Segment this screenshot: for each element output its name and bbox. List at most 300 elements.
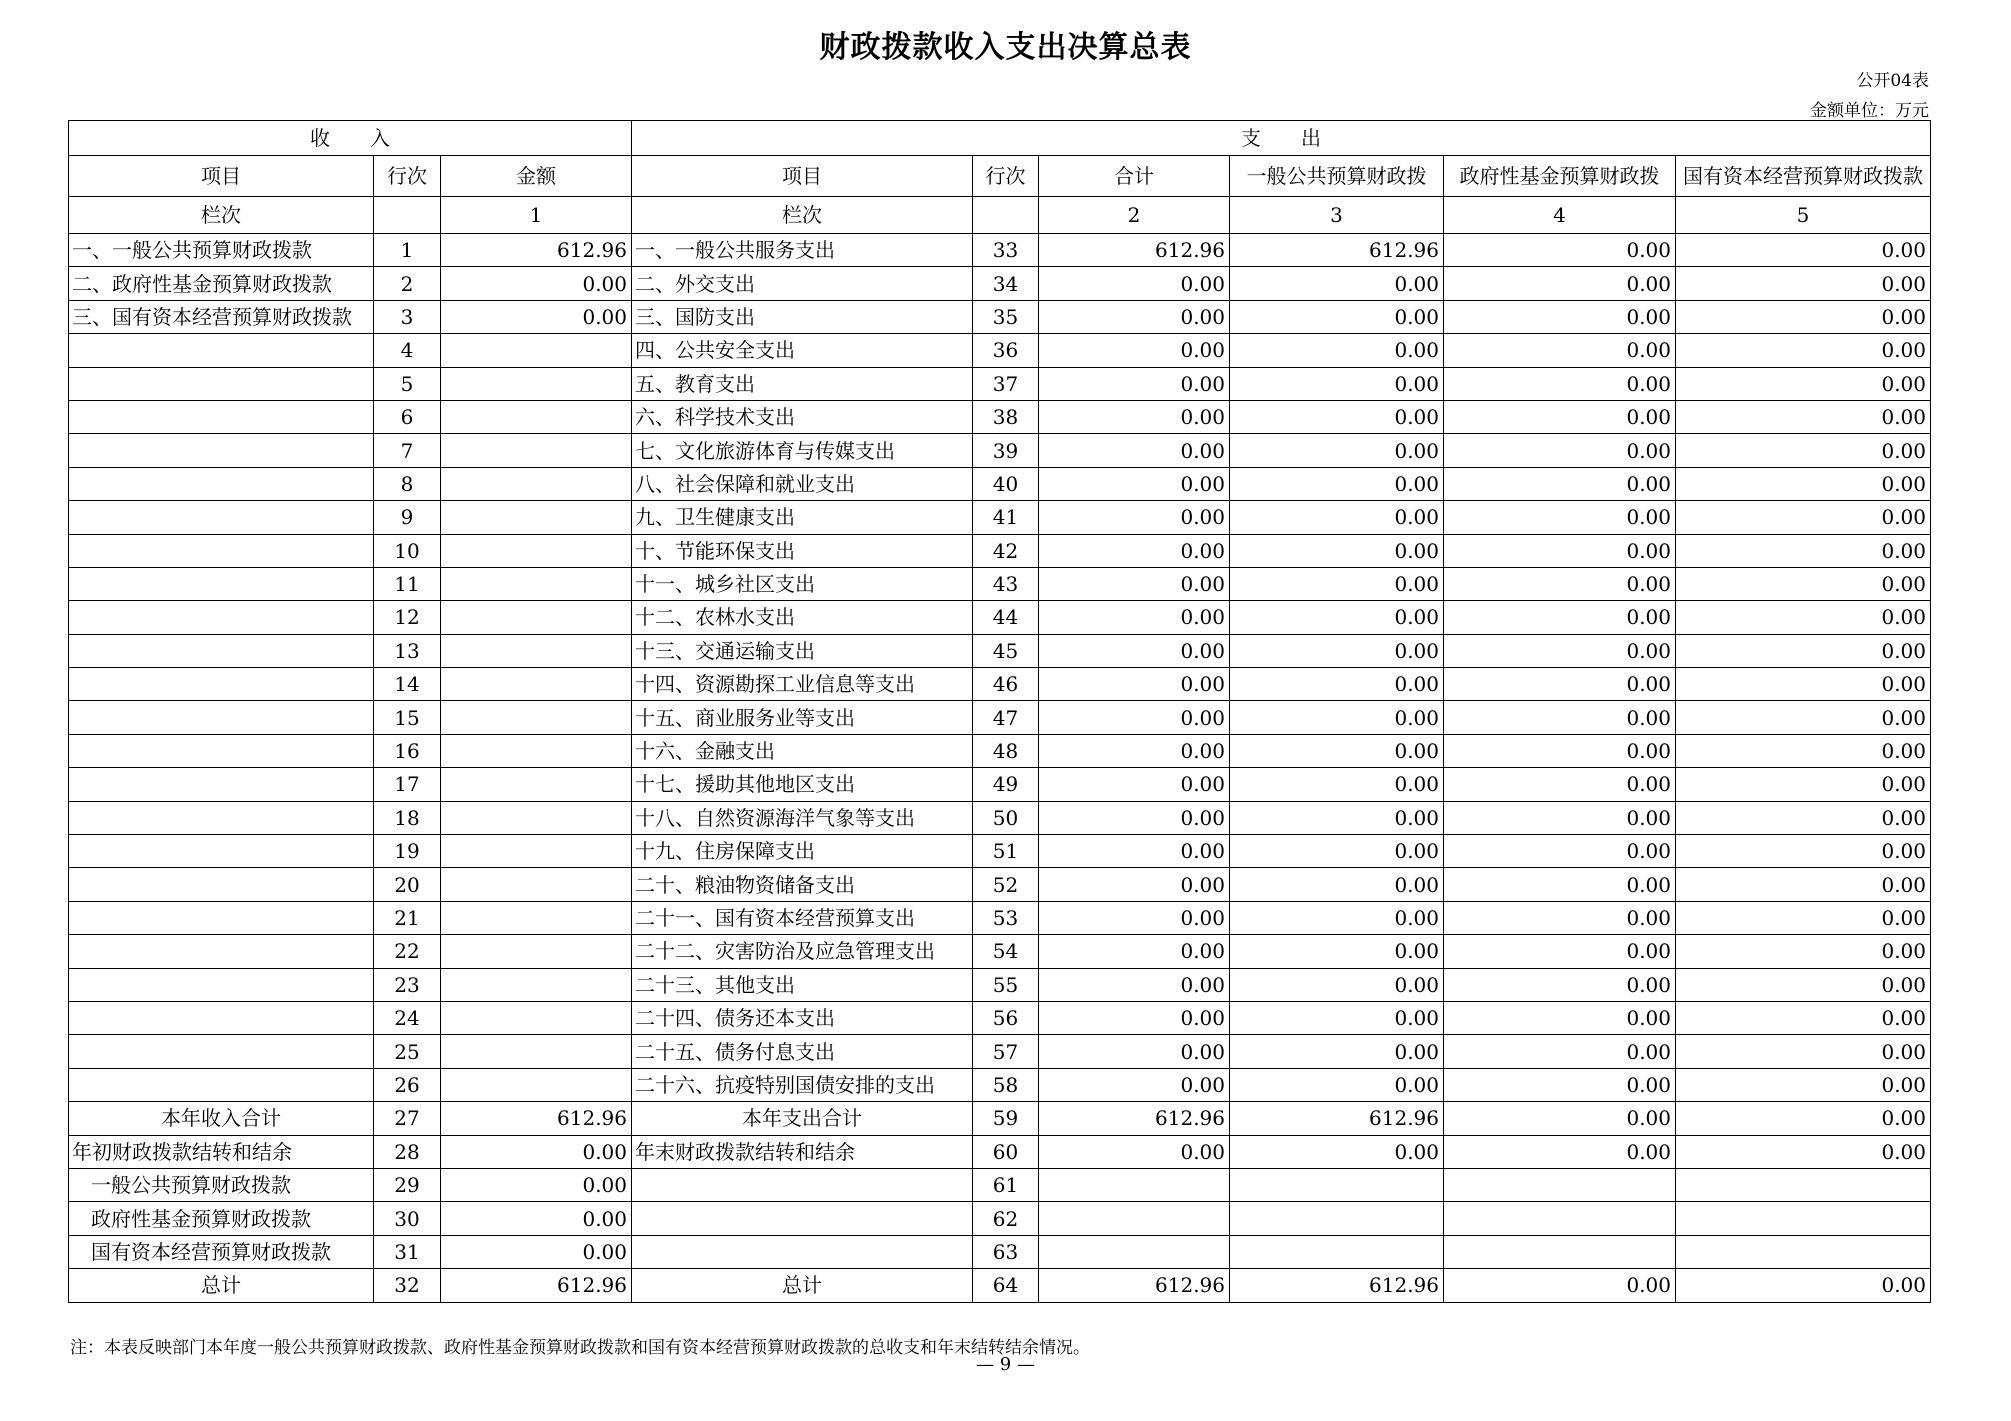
form-number: 公开04表 [1856,71,1929,91]
general-budget-cell: 0.00 [1230,534,1444,567]
income-amount-cell: 0.00 [441,1168,632,1201]
table-row [69,1235,1931,1268]
expense-item-cell: 一、一般公共服务支出 [632,234,973,267]
expense-item-cell [632,1202,973,1235]
expense-total-cell: 0.00 [1039,400,1230,433]
expense-total-cell: 0.00 [1039,1035,1230,1068]
expense-line-cell: 38 [973,400,1039,433]
income-line-cell: 8 [374,467,441,500]
income-item-cell: 国有资本经营预算财政拨款 [69,1235,374,1268]
income-amount-cell [441,901,632,934]
general-budget-cell: 0.00 [1230,668,1444,701]
expense-item-cell: 十四、资源勘探工业信息等支出 [632,668,973,701]
income-line-cell: 23 [374,968,441,1001]
column-label-income: 栏次 [69,197,374,234]
general-budget-cell: 0.00 [1230,901,1444,934]
state-capital-cell: 0.00 [1676,300,1931,333]
income-amount-cell: 0.00 [441,1235,632,1268]
table-row [69,567,1931,600]
general-budget-cell: 0.00 [1230,734,1444,767]
expense-line-cell: 61 [973,1168,1039,1201]
fund-budget-cell: 0.00 [1444,501,1676,534]
state-capital-cell: 0.00 [1676,234,1931,267]
income-line-cell: 7 [374,434,441,467]
expense-total-cell: 0.00 [1039,434,1230,467]
general-budget-cell: 0.00 [1230,334,1444,367]
expense-line-cell: 52 [973,868,1039,901]
state-capital-cell: 0.00 [1676,801,1931,834]
state-capital-cell [1676,1235,1931,1268]
state-capital-cell: 0.00 [1676,1135,1931,1168]
state-capital-cell: 0.00 [1676,601,1931,634]
general-budget-cell [1230,1235,1444,1268]
table-body [69,121,1931,1303]
header-expense-total: 合计 [1039,156,1230,197]
column-number-5: 5 [1676,197,1931,234]
fund-budget-cell: 0.00 [1444,634,1676,667]
expense-total-cell: 0.00 [1039,968,1230,1001]
table-row [69,1135,1931,1168]
expense-line-cell: 58 [973,1068,1039,1101]
income-item-cell: 三、国有资本经营预算财政拨款 [69,300,374,333]
income-amount-cell [441,801,632,834]
table-row [69,1269,1931,1302]
general-budget-cell: 0.00 [1230,467,1444,500]
expense-line-cell: 44 [973,601,1039,634]
fund-budget-cell: 0.00 [1444,701,1676,734]
income-amount-cell [441,835,632,868]
income-line-cell: 29 [374,1168,441,1201]
header-income-amount: 金额 [441,156,632,197]
income-item-cell [69,534,374,567]
general-budget-cell: 0.00 [1230,701,1444,734]
income-amount-cell: 0.00 [441,300,632,333]
expense-total-cell: 0.00 [1039,801,1230,834]
income-amount-cell [441,334,632,367]
expense-total-cell: 0.00 [1039,768,1230,801]
income-amount-cell [441,968,632,1001]
expense-total-cell: 0.00 [1039,267,1230,300]
income-line-cell: 16 [374,734,441,767]
table-row [69,267,1931,300]
expense-total-cell [1039,1168,1230,1201]
table-row [69,1068,1931,1101]
expense-item-cell: 三、国防支出 [632,300,973,333]
income-amount-cell [441,467,632,500]
expense-total-cell: 0.00 [1039,1068,1230,1101]
table-row [69,1035,1931,1068]
expense-line-cell: 64 [973,1269,1039,1302]
general-budget-cell: 0.00 [1230,434,1444,467]
state-capital-cell: 0.00 [1676,1269,1931,1302]
table-row [69,434,1931,467]
state-capital-cell: 0.00 [1676,267,1931,300]
general-budget-cell: 0.00 [1230,801,1444,834]
income-line-cell: 3 [374,300,441,333]
fund-budget-cell [1444,1168,1676,1201]
expense-total-cell [1039,1235,1230,1268]
fund-budget-cell: 0.00 [1444,868,1676,901]
income-line-cell: 11 [374,567,441,600]
column-number-2: 2 [1039,197,1230,234]
income-amount-cell: 612.96 [441,1102,632,1135]
table-row [69,835,1931,868]
state-capital-cell: 0.00 [1676,768,1931,801]
income-line-cell: 12 [374,601,441,634]
table-row [69,801,1931,834]
state-capital-cell: 0.00 [1676,567,1931,600]
section-header-row [69,121,1931,156]
fund-budget-cell: 0.00 [1444,601,1676,634]
table-footnote: 注：本表反映部门本年度一般公共预算财政拨款、政府性基金预算财政拨款和国有资本经营预算财政拨款的总收支和年末结转结余情况。 [70,1338,1090,1358]
income-line-cell: 17 [374,768,441,801]
general-budget-cell: 0.00 [1230,501,1444,534]
income-line-cell: 30 [374,1202,441,1235]
income-item-cell [69,835,374,868]
income-line-cell: 22 [374,935,441,968]
income-item-cell [69,334,374,367]
income-section-header: 收 入 [69,121,632,156]
expense-line-cell: 50 [973,801,1039,834]
expense-item-cell: 二十三、其他支出 [632,968,973,1001]
expense-line-cell: 33 [973,234,1039,267]
expense-line-cell: 39 [973,434,1039,467]
state-capital-cell [1676,1168,1931,1201]
table-row [69,367,1931,400]
page-title: 财政拨款收入支出决算总表 [819,30,1192,65]
fund-budget-cell: 0.00 [1444,367,1676,400]
table-row [69,1102,1931,1135]
expense-item-cell: 十九、住房保障支出 [632,835,973,868]
fund-budget-cell: 0.00 [1444,334,1676,367]
income-item-cell [69,567,374,600]
fund-budget-cell [1444,1202,1676,1235]
expense-total-cell: 0.00 [1039,868,1230,901]
general-budget-cell: 0.00 [1230,868,1444,901]
income-line-cell: 4 [374,334,441,367]
header-fund-budget: 政府性基金预算财政拨 [1444,156,1676,197]
expense-section-header: 支 出 [632,121,1931,156]
general-budget-cell: 612.96 [1230,234,1444,267]
column-number-4: 4 [1444,197,1676,234]
income-item-cell [69,901,374,934]
income-line-cell: 19 [374,835,441,868]
income-line-cell: 15 [374,701,441,734]
expense-total-cell: 0.00 [1039,1001,1230,1034]
expense-line-cell: 45 [973,634,1039,667]
state-capital-cell: 0.00 [1676,935,1931,968]
expense-total-cell: 0.00 [1039,334,1230,367]
expense-total-cell: 0.00 [1039,467,1230,500]
expense-item-cell: 二十六、抗疫特别国债安排的支出 [632,1068,973,1101]
table-row [69,1202,1931,1235]
general-budget-cell: 0.00 [1230,300,1444,333]
column-number-1: 1 [441,197,632,234]
state-capital-cell: 0.00 [1676,400,1931,433]
expense-total-cell: 612.96 [1039,1102,1230,1135]
state-capital-cell: 0.00 [1676,1001,1931,1034]
expense-item-cell: 总计 [632,1269,973,1302]
table-row [69,334,1931,367]
expense-item-cell: 二十二、灾害防治及应急管理支出 [632,935,973,968]
expense-line-cell: 56 [973,1001,1039,1034]
income-amount-cell [441,1001,632,1034]
income-line-cell: 31 [374,1235,441,1268]
expense-line-cell: 34 [973,267,1039,300]
income-amount-cell: 612.96 [441,234,632,267]
expense-item-cell: 五、教育支出 [632,367,973,400]
income-item-cell: 年初财政拨款结转和结余 [69,1135,374,1168]
expense-total-cell: 0.00 [1039,734,1230,767]
income-amount-cell [441,400,632,433]
expense-item-cell: 七、文化旅游体育与传媒支出 [632,434,973,467]
income-amount-cell: 612.96 [441,1269,632,1302]
income-line-cell: 2 [374,267,441,300]
expense-item-cell: 九、卫生健康支出 [632,501,973,534]
expense-line-cell: 59 [973,1102,1039,1135]
income-line-cell: 1 [374,234,441,267]
header-state-capital-budget: 国有资本经营预算财政拨款 [1676,156,1931,197]
income-line-cell: 9 [374,501,441,534]
fund-budget-cell: 0.00 [1444,467,1676,500]
income-item-cell [69,601,374,634]
income-item-cell [69,400,374,433]
income-line-cell: 18 [374,801,441,834]
income-amount-cell [441,935,632,968]
table-row [69,234,1931,267]
income-line-cell: 28 [374,1135,441,1168]
table-row [69,701,1931,734]
expense-total-cell: 0.00 [1039,300,1230,333]
income-amount-cell [441,567,632,600]
expense-total-cell: 0.00 [1039,701,1230,734]
table-row [69,935,1931,968]
table-row [69,534,1931,567]
income-line-cell: 26 [374,1068,441,1101]
income-amount-cell [441,601,632,634]
expense-total-cell: 612.96 [1039,1269,1230,1302]
general-budget-cell: 0.00 [1230,601,1444,634]
expense-item-cell: 十二、农林水支出 [632,601,973,634]
state-capital-cell: 0.00 [1676,734,1931,767]
table-row [69,467,1931,500]
fund-budget-cell: 0.00 [1444,234,1676,267]
expense-item-cell: 四、公共安全支出 [632,334,973,367]
expense-total-cell [1039,1202,1230,1235]
general-budget-cell: 0.00 [1230,768,1444,801]
expense-item-cell: 二十、粮油物资储备支出 [632,868,973,901]
column-number-blank [973,197,1039,234]
income-item-cell: 二、政府性基金预算财政拨款 [69,267,374,300]
expense-total-cell: 0.00 [1039,1135,1230,1168]
expense-total-cell: 0.00 [1039,835,1230,868]
fund-budget-cell: 0.00 [1444,935,1676,968]
table-row [69,634,1931,667]
state-capital-cell: 0.00 [1676,701,1931,734]
income-line-cell: 5 [374,367,441,400]
header-expense-line: 行次 [973,156,1039,197]
income-amount-cell [441,634,632,667]
fund-budget-cell: 0.00 [1444,968,1676,1001]
expense-item-cell: 二十四、债务还本支出 [632,1001,973,1034]
income-item-cell: 一、一般公共预算财政拨款 [69,234,374,267]
general-budget-cell: 0.00 [1230,1135,1444,1168]
income-amount-cell [441,367,632,400]
column-header-row [69,156,1931,197]
expense-line-cell: 53 [973,901,1039,934]
income-line-cell: 25 [374,1035,441,1068]
expense-item-cell: 十三、交通运输支出 [632,634,973,667]
expense-line-cell: 37 [973,367,1039,400]
fund-budget-cell: 0.00 [1444,1269,1676,1302]
income-item-cell [69,668,374,701]
table-row [69,734,1931,767]
income-item-cell [69,1001,374,1034]
fund-budget-cell: 0.00 [1444,668,1676,701]
expense-line-cell: 43 [973,567,1039,600]
expense-item-cell [632,1168,973,1201]
expense-item-cell: 二十五、债务付息支出 [632,1035,973,1068]
expense-line-cell: 54 [973,935,1039,968]
general-budget-cell: 0.00 [1230,567,1444,600]
expense-item-cell: 十六、金融支出 [632,734,973,767]
expense-item-cell [632,1235,973,1268]
table-row [69,768,1931,801]
income-amount-cell [441,868,632,901]
general-budget-cell: 0.00 [1230,634,1444,667]
expense-item-cell: 八、社会保障和就业支出 [632,467,973,500]
general-budget-cell [1230,1168,1444,1201]
header-income-item: 项目 [69,156,374,197]
state-capital-cell [1676,1202,1931,1235]
expense-line-cell: 60 [973,1135,1039,1168]
state-capital-cell: 0.00 [1676,1102,1931,1135]
expense-total-cell: 0.00 [1039,668,1230,701]
expense-item-cell: 十八、自然资源海洋气象等支出 [632,801,973,834]
state-capital-cell: 0.00 [1676,968,1931,1001]
expense-line-cell: 62 [973,1202,1039,1235]
state-capital-cell: 0.00 [1676,367,1931,400]
expense-line-cell: 49 [973,768,1039,801]
income-amount-cell: 0.00 [441,267,632,300]
income-item-cell [69,501,374,534]
income-amount-cell: 0.00 [441,1135,632,1168]
general-budget-cell: 612.96 [1230,1269,1444,1302]
expense-total-cell: 0.00 [1039,601,1230,634]
expense-line-cell: 36 [973,334,1039,367]
fund-budget-cell: 0.00 [1444,801,1676,834]
income-item-cell [69,1068,374,1101]
table-row [69,1168,1931,1201]
income-line-cell: 24 [374,1001,441,1034]
fund-budget-cell: 0.00 [1444,567,1676,600]
general-budget-cell: 612.96 [1230,1102,1444,1135]
income-item-cell [69,801,374,834]
general-budget-cell: 0.00 [1230,267,1444,300]
income-line-cell: 6 [374,400,441,433]
expense-item-cell: 年末财政拨款结转和结余 [632,1135,973,1168]
expense-line-cell: 40 [973,467,1039,500]
income-line-cell: 10 [374,534,441,567]
expense-total-cell: 0.00 [1039,935,1230,968]
expense-line-cell: 51 [973,835,1039,868]
expense-item-cell: 十七、援助其他地区支出 [632,768,973,801]
income-line-cell: 13 [374,634,441,667]
table-row [69,668,1931,701]
expense-item-cell: 本年支出合计 [632,1102,973,1135]
income-item-cell [69,968,374,1001]
general-budget-cell: 0.00 [1230,1035,1444,1068]
income-item-cell [69,467,374,500]
expense-item-cell: 十、节能环保支出 [632,534,973,567]
income-item-cell [69,434,374,467]
column-number-row [69,197,1931,234]
expense-line-cell: 46 [973,668,1039,701]
state-capital-cell: 0.00 [1676,1035,1931,1068]
general-budget-cell: 0.00 [1230,835,1444,868]
expense-item-cell: 十五、商业服务业等支出 [632,701,973,734]
table-row [69,601,1931,634]
income-line-cell: 21 [374,901,441,934]
expense-line-cell: 55 [973,968,1039,1001]
header-general-budget: 一般公共预算财政拨 [1230,156,1444,197]
expense-total-cell: 0.00 [1039,534,1230,567]
general-budget-cell: 0.00 [1230,935,1444,968]
fund-budget-cell [1444,1235,1676,1268]
state-capital-cell: 0.00 [1676,467,1931,500]
state-capital-cell: 0.00 [1676,334,1931,367]
income-amount-cell [441,768,632,801]
fund-budget-cell: 0.00 [1444,1135,1676,1168]
income-item-cell [69,935,374,968]
table-row [69,968,1931,1001]
expense-line-cell: 63 [973,1235,1039,1268]
income-line-cell: 32 [374,1269,441,1302]
state-capital-cell: 0.00 [1676,501,1931,534]
fund-budget-cell: 0.00 [1444,734,1676,767]
expense-total-cell: 612.96 [1039,234,1230,267]
state-capital-cell: 0.00 [1676,1068,1931,1101]
income-amount-cell [441,534,632,567]
financial-table [68,120,1931,1303]
table-row [69,300,1931,333]
fund-budget-cell: 0.00 [1444,835,1676,868]
header-income-line: 行次 [374,156,441,197]
state-capital-cell: 0.00 [1676,668,1931,701]
fund-budget-cell: 0.00 [1444,1102,1676,1135]
income-amount-cell [441,701,632,734]
table-row [69,868,1931,901]
general-budget-cell: 0.00 [1230,1001,1444,1034]
fund-budget-cell: 0.00 [1444,267,1676,300]
expense-item-cell: 二、外交支出 [632,267,973,300]
general-budget-cell: 0.00 [1230,400,1444,433]
fund-budget-cell: 0.00 [1444,300,1676,333]
income-amount-cell [441,668,632,701]
general-budget-cell: 0.00 [1230,968,1444,1001]
fund-budget-cell: 0.00 [1444,1068,1676,1101]
income-line-cell: 20 [374,868,441,901]
income-item-cell [69,734,374,767]
state-capital-cell: 0.00 [1676,835,1931,868]
table-row [69,1001,1931,1034]
income-item-cell [69,1035,374,1068]
amount-unit: 金额单位：万元 [1810,101,1929,121]
expense-item-cell: 十一、城乡社区支出 [632,567,973,600]
income-item-cell: 本年收入合计 [69,1102,374,1135]
expense-item-cell: 二十一、国有资本经营预算支出 [632,901,973,934]
column-label-expense: 栏次 [632,197,973,234]
